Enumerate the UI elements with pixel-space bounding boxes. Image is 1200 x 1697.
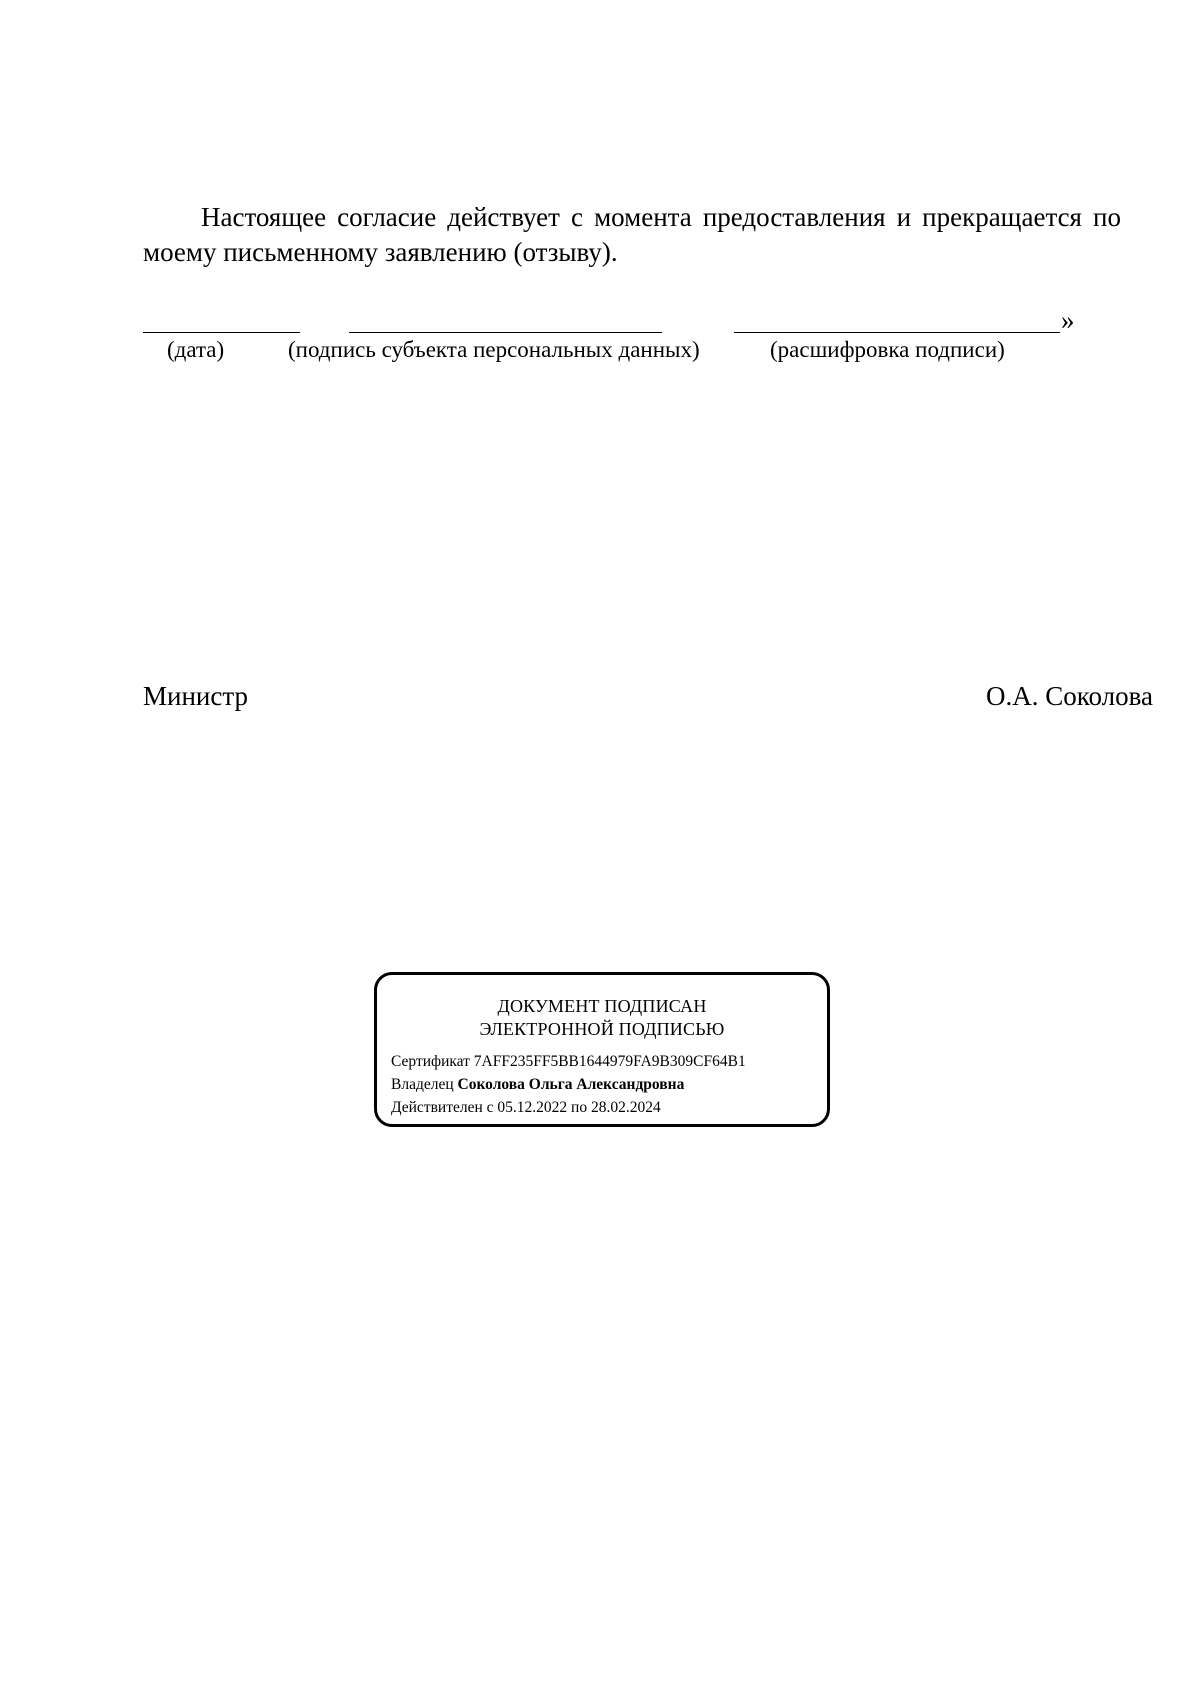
- decoding-caption: (расшифровка подписи): [770, 337, 1005, 362]
- stamp-owner-row: [391, 1075, 684, 1095]
- owner-label: Владелец: [391, 1076, 454, 1093]
- date-blank-line: [143, 300, 300, 333]
- valid-to: 28.02.2024: [590, 1099, 661, 1116]
- signature-blank-line: [349, 300, 662, 333]
- valid-from: 05.12.2022: [497, 1099, 568, 1116]
- stamp-certificate-row: [391, 1052, 746, 1072]
- owner-value: Соколова Ольга Александровна: [457, 1076, 685, 1093]
- certificate-value: 7AFF235FF5BB1644979FA9B309CF64B1: [473, 1053, 746, 1070]
- stamp-title-line2: ЭЛЕКТРОННОЙ ПОДПИСЬЮ: [479, 1019, 725, 1039]
- date-caption: (дата): [167, 337, 225, 362]
- certificate-label: Сертификат: [391, 1053, 470, 1070]
- consent-paragraph: Настоящее согласие действует с момента предоставления и прекращается по моему письменному заявлению (отзыву).: [143, 202, 1121, 267]
- signature-caption: (подпись субъекта персональных данных): [288, 337, 700, 362]
- signatory-name: О.А. Соколова: [986, 681, 1153, 711]
- stamp-title: [377, 995, 827, 1041]
- valid-to-label: по: [571, 1099, 588, 1116]
- valid-label: Действителен с: [391, 1099, 494, 1116]
- stamp-validity-row: [391, 1098, 661, 1118]
- electronic-signature-stamp: [374, 972, 830, 1127]
- signature-decoding-blank-line: [734, 300, 1060, 333]
- closing-quote: »: [1061, 305, 1075, 335]
- signatory-title: Министр: [143, 681, 248, 711]
- stamp-title-line1: ДОКУМЕНТ ПОДПИСАН: [497, 996, 707, 1016]
